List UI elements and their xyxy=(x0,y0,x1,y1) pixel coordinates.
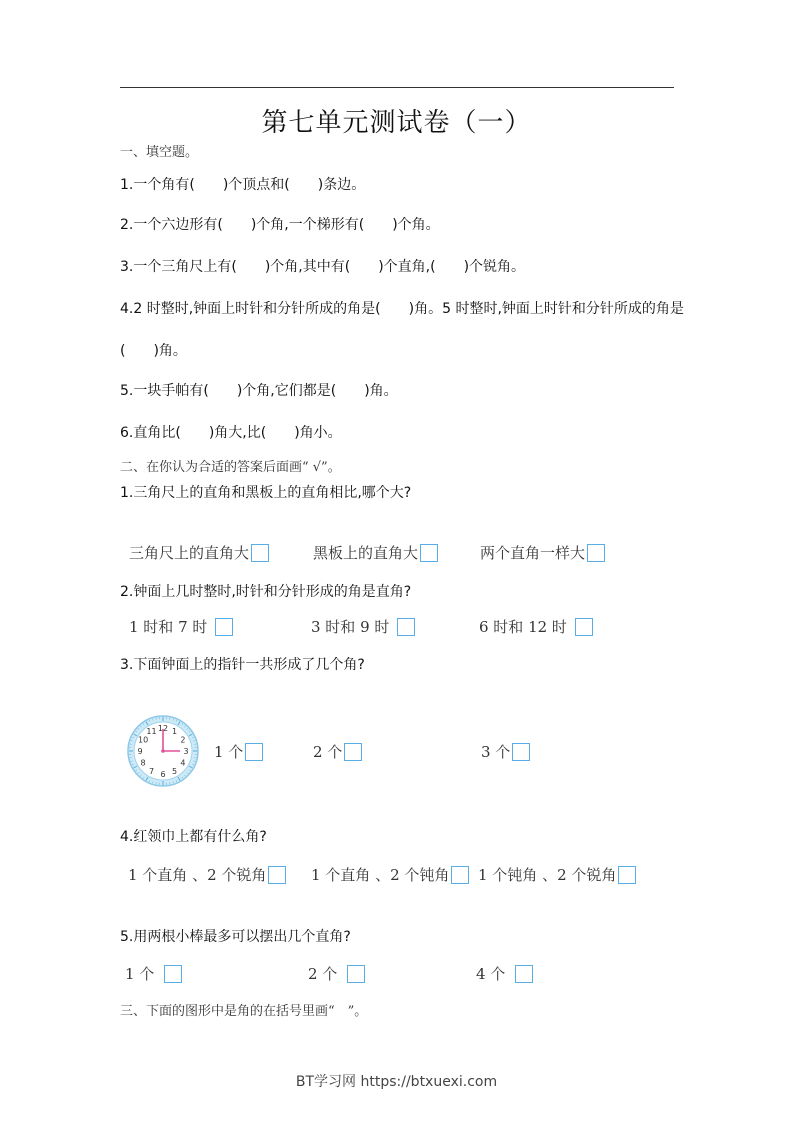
answer-checkbox[interactable] xyxy=(245,743,263,761)
clock-number: 10 xyxy=(137,735,149,745)
choice-q2-option-1 xyxy=(129,616,233,637)
option-label: 1 个钝角 、2 个锐角 xyxy=(478,866,617,884)
option-label: 三角尺上的直角大 xyxy=(129,544,250,562)
answer-checkbox[interactable] xyxy=(347,965,365,983)
choice-q3-option-1 xyxy=(214,741,263,762)
footer-watermark: BT学习网 https://btxuexi.com xyxy=(295,1074,498,1090)
clock-number: 1 xyxy=(171,727,178,737)
choice-question-2: 2.钟面上几时整时,时针和分针形成的角是直角? xyxy=(120,584,412,600)
clock-number: 7 xyxy=(148,766,155,776)
choice-q5-option-2 xyxy=(308,963,365,984)
choice-q1-option-3 xyxy=(480,542,605,563)
answer-checkbox[interactable] xyxy=(575,618,593,636)
option-label: 1 个 xyxy=(214,743,244,761)
clock-number: 3 xyxy=(183,747,189,756)
choice-q4-option-2 xyxy=(311,864,469,885)
fill-question-5: 5.一块手帕有( )个角,它们都是( )角。 xyxy=(120,383,398,399)
answer-checkbox[interactable] xyxy=(515,965,533,983)
choice-question-4: 4.红领巾上都有什么角? xyxy=(120,829,267,845)
option-label: 1 个直角 、2 个钝角 xyxy=(311,866,450,884)
answer-checkbox[interactable] xyxy=(268,866,286,884)
choice-q2-option-2 xyxy=(311,616,415,637)
option-label: 3 时和 9 时 xyxy=(311,618,390,636)
fill-question-4: 4.2 时整时,钟面上时针和分针所成的角是( )角。5 时整时,钟面上时针和分针所成的角是 xyxy=(120,301,684,317)
clock-number: 2 xyxy=(180,735,186,745)
answer-checkbox[interactable] xyxy=(251,544,269,562)
answer-checkbox[interactable] xyxy=(344,743,362,761)
section-3-heading: 三、下面的图形中是角的在括号里画“ ”。 xyxy=(120,1004,368,1019)
answer-checkbox[interactable] xyxy=(618,866,636,884)
clock-center xyxy=(161,749,165,753)
option-label: 黑板上的直角大 xyxy=(313,544,419,562)
choice-q2-option-3 xyxy=(479,616,593,637)
answer-checkbox[interactable] xyxy=(164,965,182,983)
fill-question-6: 6.直角比( )角大,比( )角小。 xyxy=(120,425,342,441)
option-label: 3 个 xyxy=(481,743,511,761)
option-label: 1 个 xyxy=(125,965,155,983)
answer-checkbox[interactable] xyxy=(512,743,530,761)
choice-q1-option-1 xyxy=(129,542,269,563)
answer-checkbox[interactable] xyxy=(397,618,415,636)
option-label: 1 个直角 、2 个锐角 xyxy=(128,866,267,884)
clock-face-image xyxy=(127,715,199,787)
option-label: 2 个 xyxy=(308,965,338,983)
clock-number: 5 xyxy=(171,766,178,776)
clock-number: 4 xyxy=(180,758,186,768)
answer-checkbox[interactable] xyxy=(587,544,605,562)
choice-question-5: 5.用两根小棒最多可以摆出几个直角? xyxy=(120,929,351,945)
option-label: 4 个 xyxy=(476,965,506,983)
fill-question-1: 1.一个角有( )个顶点和( )条边。 xyxy=(120,177,366,193)
clock-number: 11 xyxy=(146,727,157,737)
header-rule xyxy=(120,87,674,88)
answer-checkbox[interactable] xyxy=(420,544,438,562)
clock-number: 8 xyxy=(140,758,146,768)
clock-number: 9 xyxy=(137,747,143,756)
option-label: 6 时和 12 时 xyxy=(479,618,567,636)
answer-checkbox[interactable] xyxy=(215,618,233,636)
option-label: 两个直角一样大 xyxy=(480,544,586,562)
choice-q5-option-3 xyxy=(476,963,533,984)
answer-checkbox[interactable] xyxy=(451,866,469,884)
page-title: 第七单元测试卷（一） xyxy=(261,108,532,138)
section-2-heading: 二、在你认为合适的答案后面画“ √”。 xyxy=(120,460,341,475)
option-label: 1 时和 7 时 xyxy=(129,618,208,636)
choice-question-1: 1.三角尺上的直角和黑板上的直角相比,哪个大? xyxy=(120,485,412,501)
clock-number: 12 xyxy=(157,724,169,733)
option-label: 2 个 xyxy=(313,743,343,761)
choice-q4-option-3 xyxy=(478,864,636,885)
fill-question-4-continued: ( )角。 xyxy=(120,343,187,359)
choice-question-3: 3.下面钟面上的指针一共形成了几个角? xyxy=(120,657,365,673)
choice-q1-option-2 xyxy=(313,542,438,563)
choice-q3-option-3 xyxy=(481,741,530,762)
choice-q4-option-1 xyxy=(128,864,286,885)
clock-number: 6 xyxy=(160,770,166,779)
section-1-heading: 一、填空题。 xyxy=(120,145,199,160)
choice-q5-option-1 xyxy=(125,963,182,984)
choice-q3-option-2 xyxy=(313,741,362,762)
fill-question-3: 3.一个三角尺上有( )个角,其中有( )个直角,( )个锐角。 xyxy=(120,259,526,275)
fill-question-2: 2.一个六边形有( )个角,一个梯形有( )个角。 xyxy=(120,217,440,233)
